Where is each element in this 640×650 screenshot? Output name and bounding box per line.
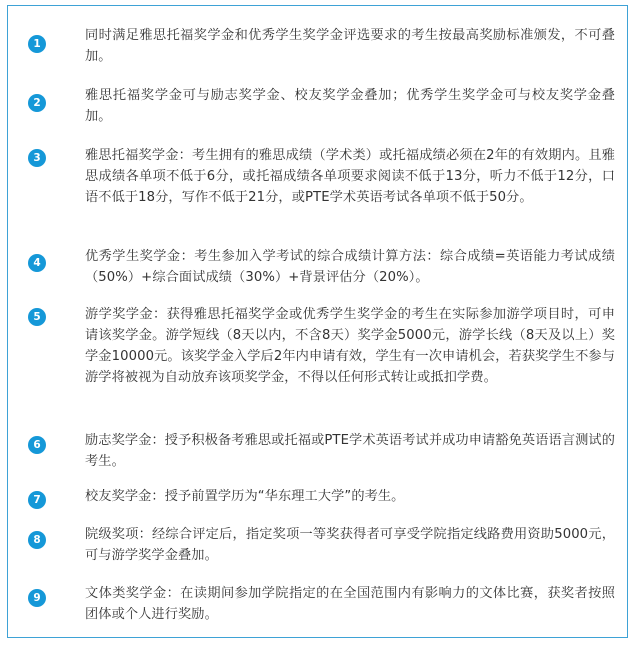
- number-badge: 8: [28, 531, 46, 549]
- number-badge: 1: [28, 35, 46, 53]
- rule-text: 游学奖学金：获得雅思托福奖学金或优秀学生奖学金的考生在实际参加游学项目时，可申请该奖学金。游学短线（8天以内，不含8天）奖学金5000元，游学长线（8天及以上）奖学金10000元。该奖学金入学后2年内申请有效，学生有一次申请机会，若获奖学生不参与游学将被视为自动放弃该项奖学金，不得以任何形式转让或抵扣学费。: [85, 307, 615, 385]
- scholarship-rules-panel: [7, 5, 628, 638]
- rule-text: 同时满足雅思托福奖学金和优秀学生奖学金评选要求的考生按最高奖励标准颁发，不可叠加。: [85, 28, 615, 64]
- rule-text: 优秀学生奖学金：考生参加入学考试的综合成绩计算方法：综合成绩=英语能力考试成绩（50%）+综合面试成绩（30%）+背景评估分（20%）。: [85, 249, 615, 285]
- number-badge: 3: [28, 149, 46, 167]
- rule-text: 校友奖学金：授予前置学历为“华东理工大学”的考生。: [85, 489, 405, 504]
- number-badge: 4: [28, 254, 46, 272]
- number-badge: 7: [28, 491, 46, 509]
- number-badge: 5: [28, 308, 46, 326]
- number-badge: 9: [28, 589, 46, 607]
- rule-text: 院级奖项：经综合评定后，指定奖项一等奖获得者可享受学院指定线路费用资助5000元，可与游学奖学金叠加。: [85, 527, 615, 563]
- rule-text: 雅思托福奖学金可与励志奖学金、校友奖学金叠加；优秀学生奖学金可与校友奖学金叠加。: [85, 88, 615, 124]
- number-badge: 2: [28, 94, 46, 112]
- rule-text: 雅思托福奖学金：考生拥有的雅思成绩（学术类）或托福成绩必须在2年的有效期内。且雅思成绩各单项不低于6分，或托福成绩各单项要求阅读不低于13分，听力不低于12分，口语不低于18分，写作不低于21分，或PTE学术英语考试各单项不低于50分。: [85, 148, 615, 205]
- rule-text: 文体类奖学金：在读期间参加学院指定的在全国范围内有影响力的文体比赛，获奖者按照团体或个人进行奖励。: [85, 586, 615, 622]
- number-badge: 6: [28, 436, 46, 454]
- rule-text: 励志奖学金：授予积极备考雅思或托福或PTE学术英语考试并成功申请豁免英语语言测试的考生。: [85, 433, 615, 469]
